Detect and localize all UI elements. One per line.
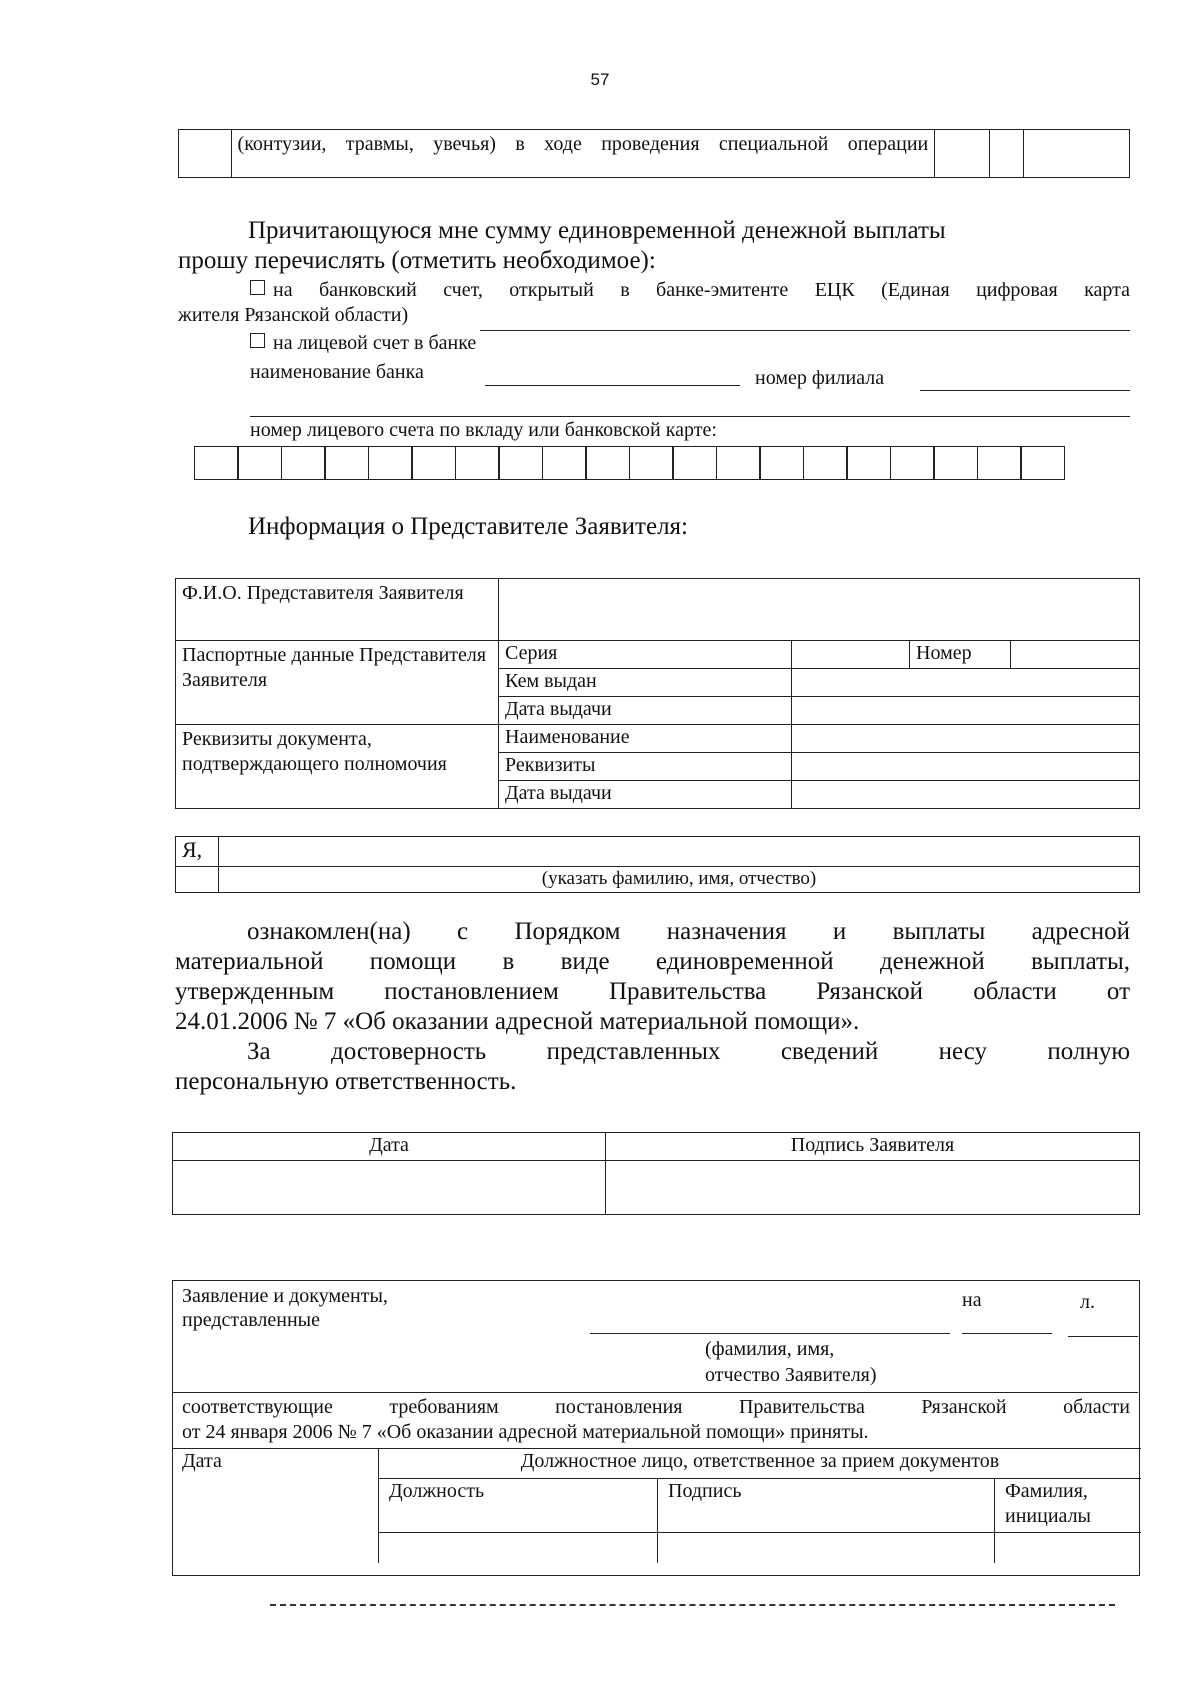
checkbox-ecc[interactable] xyxy=(250,280,265,295)
applicant-hint-line2: отчество Заявителя) xyxy=(705,1364,877,1386)
declaration-line1: ознакомлен(на) с Порядком назначения и выплаты адресной xyxy=(247,918,1130,945)
doc-details-label: Реквизиты xyxy=(499,753,792,781)
na-label: на xyxy=(962,1289,982,1311)
applicant-name-line[interactable] xyxy=(590,1333,950,1334)
position-field[interactable] xyxy=(379,1533,658,1563)
option-ecc-label: на банковский счет, открытый в банке-эмитенте ЕЦК (Единая цифровая карта xyxy=(273,279,1130,301)
i-label: Я, xyxy=(176,837,219,867)
signature-header: Подпись Заявителя xyxy=(606,1133,1140,1161)
declaration-paragraph xyxy=(175,917,1130,1097)
applicant-hint-line1: (фамилия, имя, xyxy=(705,1338,835,1360)
payment-heading-line2: прошу перечислять (отметить необходимое): xyxy=(178,247,656,274)
branch-label: номер филиала xyxy=(755,367,885,389)
option-ecc[interactable] xyxy=(250,278,1130,303)
top-row-text: (контузии, травмы, увечья) в ходе проведения специальной операции xyxy=(237,133,929,155)
declaration-line6: персональную ответственность. xyxy=(175,1068,517,1095)
series-field[interactable] xyxy=(792,641,910,669)
page-number: 57 xyxy=(590,70,610,89)
bank-name-field[interactable] xyxy=(485,385,740,386)
bank-name-label: наименование банка xyxy=(250,361,424,383)
branch-field[interactable] xyxy=(920,390,1130,391)
cut-line xyxy=(270,1604,1115,1606)
compliance-line2: от 24 января 2006 № 7 «Об оказании адресной материальной помощи» приняты. xyxy=(182,1421,869,1443)
official-name-field[interactable] xyxy=(995,1533,1142,1563)
option-ecc-line2: жителя Рязанской области) xyxy=(178,304,409,326)
date-field[interactable] xyxy=(173,1161,606,1215)
pages-line2[interactable] xyxy=(1068,1336,1138,1337)
acceptance-divider xyxy=(172,1392,1138,1393)
account-number-cells[interactable] xyxy=(195,446,1065,480)
doc-name-label: Наименование xyxy=(499,725,792,753)
bank-extra-line[interactable] xyxy=(250,416,1130,417)
fio-label: Ф.И.О. Представителя Заявителя xyxy=(176,579,499,641)
issued-by-field[interactable] xyxy=(792,669,1140,697)
official-table xyxy=(172,1448,1141,1563)
option-bank[interactable] xyxy=(250,331,476,356)
official-signature-field[interactable] xyxy=(658,1533,995,1563)
account-label: номер лицевого счета по вкладу или банковской карте: xyxy=(250,419,717,441)
series-label: Серия xyxy=(499,641,792,669)
ecc-account-line[interactable] xyxy=(480,330,1130,331)
declaration-line4: 24.01.2006 № 7 «Об оказании адресной материальной помощи». xyxy=(175,1008,860,1035)
top-table-row xyxy=(178,129,1130,178)
doc-date-field[interactable] xyxy=(792,781,1140,809)
acceptance-date-label: Дата xyxy=(172,1449,379,1563)
signature-label: Подпись xyxy=(658,1479,995,1533)
declarant-name-field[interactable] xyxy=(219,837,1140,867)
pages-count-line[interactable] xyxy=(962,1333,1052,1334)
name-label xyxy=(995,1479,1142,1533)
authority-doc-label: Реквизиты документа, подтверждающего полномочия xyxy=(176,725,499,809)
payment-heading-line1: Причитающуюся мне сумму единовременной денежной выплаты xyxy=(248,217,946,244)
option-bank-label: на лицевой счет в банке xyxy=(273,332,477,354)
official-header: Должностное лицо, ответственное за прием документов xyxy=(379,1449,1142,1479)
number-field[interactable] xyxy=(1011,641,1140,669)
declaration-name-table xyxy=(175,836,1140,893)
number-label: Номер xyxy=(910,641,1011,669)
doc-details-field[interactable] xyxy=(792,753,1140,781)
name-label-line2: инициалы xyxy=(1005,1505,1091,1527)
signature-table xyxy=(172,1132,1140,1215)
issued-by-label: Кем выдан xyxy=(499,669,792,697)
doc-name-field[interactable] xyxy=(792,725,1140,753)
doc-date-label: Дата выдачи xyxy=(499,781,792,809)
representative-table xyxy=(175,578,1140,809)
checkbox-bank[interactable] xyxy=(250,333,265,348)
representative-heading: Информация о Представителе Заявителя: xyxy=(248,513,688,540)
issue-date-label: Дата выдачи xyxy=(499,697,792,725)
name-label-line1: Фамилия, xyxy=(1005,1480,1088,1502)
fio-hint: (указать фамилию, имя, отчество) xyxy=(219,867,1140,893)
position-label: Должность xyxy=(379,1479,658,1533)
l-label: л. xyxy=(1080,1291,1095,1313)
fio-field[interactable] xyxy=(499,579,1140,641)
issue-date-field[interactable] xyxy=(792,697,1140,725)
docs-label-line1: Заявление и документы, xyxy=(182,1285,388,1307)
compliance-line1: соответствующие требованиям постановления Правительства Рязанской области xyxy=(182,1396,1130,1418)
docs-label-line2: представленные xyxy=(182,1309,320,1331)
declaration-line3: утвержденным постановлением Правительства Рязанской области от xyxy=(175,978,1130,1005)
date-header: Дата xyxy=(173,1133,606,1161)
declaration-line2: материальной помощи в виде единовременной денежной выплаты, xyxy=(175,948,1130,975)
signature-field[interactable] xyxy=(606,1161,1140,1215)
passport-label: Паспортные данные Представителя Заявителя xyxy=(176,641,499,725)
declaration-line5: За достоверность представленных сведений несу полную xyxy=(247,1038,1130,1065)
